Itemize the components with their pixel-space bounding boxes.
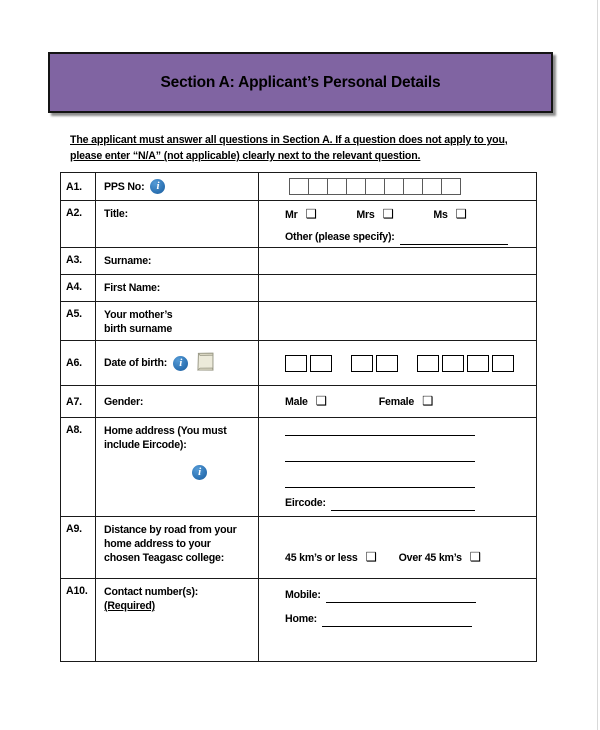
home-label: Home: [285, 613, 317, 625]
checkbox-icon[interactable]: ❑ [422, 394, 434, 408]
info-glyph: i [198, 466, 201, 478]
question-label: Title: [104, 208, 128, 220]
other-label: Other (please specify): [285, 231, 395, 243]
row-a2-title [61, 201, 536, 248]
instructions-text [70, 132, 542, 164]
checkbox-icon[interactable]: ❑ [365, 550, 377, 564]
question-label-cell [96, 302, 259, 340]
row-a6-date-of-birth [61, 341, 536, 386]
option-45km-or-less [285, 550, 377, 565]
date-digit-box[interactable] [351, 355, 373, 372]
question-label: Gender: [104, 395, 144, 408]
option-label: Ms [433, 208, 448, 221]
row-a1-pps-no [61, 173, 536, 201]
info-glyph: i [156, 180, 160, 192]
question-label: Date of birth: [104, 357, 168, 369]
option-mr [285, 207, 317, 222]
section-banner [48, 52, 553, 113]
date-box-group [417, 355, 517, 372]
question-label-cell [96, 201, 259, 247]
question-label-cell [96, 517, 259, 578]
scroll-parchment-icon [194, 349, 216, 377]
title-other [285, 231, 528, 243]
dob-boxes [285, 355, 517, 372]
address-write-line[interactable] [285, 445, 475, 462]
home-write-line[interactable] [322, 626, 472, 627]
checkbox-icon[interactable]: ❑ [382, 207, 394, 221]
answer-cell[interactable] [259, 248, 536, 274]
option-over-45km [399, 550, 481, 565]
question-code: A10. [61, 579, 96, 661]
question-code: A7. [61, 386, 96, 417]
question-label-cell [96, 418, 259, 516]
question-code: A2. [61, 201, 96, 247]
row-a5-mothers-birth-surname [61, 302, 536, 341]
pps-digit-box[interactable] [403, 178, 423, 195]
row-a3-surname [61, 248, 536, 275]
info-icon[interactable] [192, 465, 207, 480]
answer-cell[interactable] [259, 275, 536, 301]
checkbox-icon[interactable]: ❑ [469, 550, 481, 564]
checkbox-icon[interactable]: ❑ [305, 207, 317, 221]
question-code: A5. [61, 302, 96, 340]
answer-cell [259, 517, 536, 578]
date-digit-box[interactable] [285, 355, 307, 372]
pps-digit-box[interactable] [327, 178, 347, 195]
question-label-cell [96, 341, 259, 385]
required-note: (Required) [104, 600, 155, 612]
option-male [285, 394, 327, 409]
date-digit-box[interactable] [467, 355, 489, 372]
pps-digit-box[interactable] [289, 178, 309, 195]
checkbox-icon[interactable]: ❑ [315, 394, 327, 408]
date-box-group [351, 355, 401, 372]
answer-cell [259, 386, 536, 417]
section-title: Section A: Applicant’s Personal Details [160, 73, 441, 91]
question-label: Surname: [104, 255, 152, 267]
address-write-line[interactable] [285, 422, 475, 436]
instructions-line-2: please enter “N/A” (not applicable) clearly next to the relevant question. [70, 150, 421, 162]
question-label-cell [96, 275, 259, 301]
mobile-write-line[interactable] [326, 602, 476, 603]
info-icon[interactable] [150, 179, 165, 194]
address-write-line[interactable] [285, 471, 475, 488]
answer-cell [259, 418, 536, 516]
question-label-cell [96, 248, 259, 274]
instructions-line-1: The applicant must answer all questions in Section A. If a question does not apply to you, [70, 134, 508, 146]
eircode-label: Eircode: [285, 497, 326, 509]
option-label: Over 45 km’s [398, 551, 462, 564]
question-label: Contact number(s): [104, 586, 199, 598]
pps-digit-box[interactable] [365, 178, 385, 195]
row-a9-distance [61, 517, 536, 579]
answer-cell[interactable] [259, 302, 536, 340]
form-table [60, 172, 537, 662]
date-box-group [285, 355, 335, 372]
row-a10-contact-numbers [61, 579, 536, 661]
row-a4-first-name [61, 275, 536, 302]
mobile-label: Mobile: [285, 589, 321, 601]
pps-number-boxes[interactable] [289, 178, 461, 195]
other-write-line[interactable] [400, 244, 508, 245]
title-options [285, 207, 528, 222]
question-code: A9. [61, 517, 96, 578]
date-digit-box[interactable] [442, 355, 464, 372]
question-code: A1. [61, 173, 96, 200]
option-label: 45 km’s or less [285, 551, 358, 564]
mobile-row [285, 589, 528, 601]
question-label: Home address (You must include Eircode): [104, 425, 227, 451]
question-code: A3. [61, 248, 96, 274]
option-label: Female [378, 395, 415, 408]
question-code: A4. [61, 275, 96, 301]
checkbox-icon[interactable]: ❑ [455, 207, 467, 221]
question-label-cell [96, 579, 259, 661]
row-a7-gender [61, 386, 536, 418]
pps-digit-box[interactable] [422, 178, 442, 195]
date-digit-box[interactable] [376, 355, 398, 372]
eircode-row [285, 497, 475, 509]
pps-digit-box[interactable] [308, 178, 328, 195]
date-digit-box[interactable] [417, 355, 439, 372]
row-a8-home-address [61, 418, 536, 517]
page-edge-line [597, 0, 598, 730]
question-label-cell [96, 386, 259, 417]
question-label: First Name: [104, 282, 161, 294]
question-code: A6. [61, 341, 96, 385]
question-label: PPS No: [104, 180, 145, 193]
eircode-write-line[interactable] [331, 510, 475, 511]
answer-cell [259, 579, 536, 661]
option-label: Mrs [356, 208, 375, 221]
answer-cell [259, 341, 536, 385]
option-female [379, 394, 433, 409]
question-label: Your mother’s birth surname [104, 309, 173, 335]
question-label-cell [96, 173, 259, 200]
pps-digit-box[interactable] [441, 178, 461, 195]
info-icon[interactable] [173, 356, 188, 371]
date-digit-box[interactable] [310, 355, 332, 372]
date-digit-box[interactable] [492, 355, 514, 372]
question-code: A8. [61, 418, 96, 516]
option-label: Male [285, 395, 308, 408]
option-mrs [356, 207, 393, 222]
info-glyph: i [179, 356, 183, 369]
home-row [285, 613, 528, 625]
pps-digit-box[interactable] [346, 178, 366, 195]
question-label: Distance by road from your home address to your chosen Teagasc college: [104, 524, 237, 564]
answer-cell [259, 173, 536, 200]
option-label: Mr [285, 208, 298, 221]
option-ms [433, 207, 466, 222]
answer-cell [259, 201, 536, 247]
pps-digit-box[interactable] [384, 178, 404, 195]
